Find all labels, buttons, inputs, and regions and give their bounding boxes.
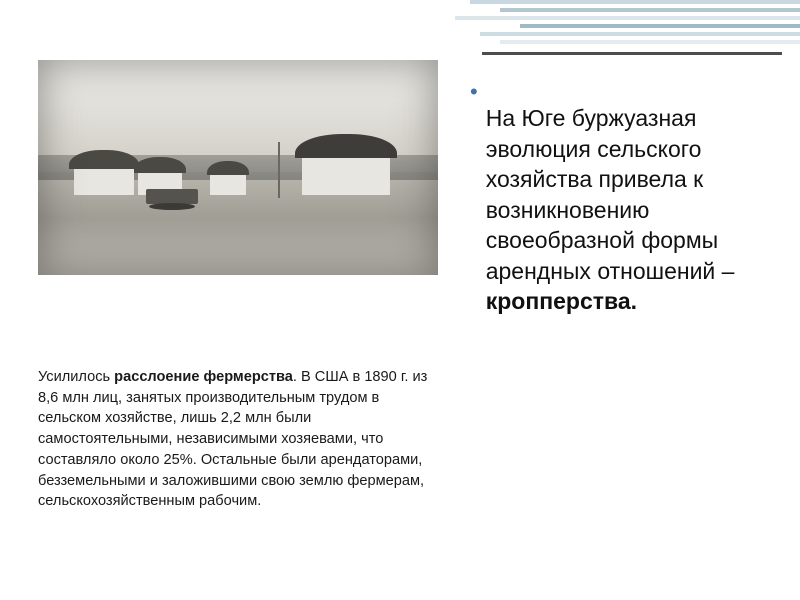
stripe-1: [470, 0, 800, 4]
header-rule: [482, 52, 782, 55]
photo-vignette: [38, 60, 438, 275]
left-text-part2: . В США в 1890 г. из 8,6 млн лиц, занятых производительным трудом в сельском хозяйстве, лишь 2,2 млн были самостоятельными, независимыми хозяевами, что составляло около 25%. Остальные были арендаторами, безземельными и заложившими свою землю фермерам, сельскохозяйственным рабочим.: [38, 369, 428, 510]
stripe-3: [455, 16, 800, 20]
reflection-fade: [38, 275, 438, 345]
stripe-5: [480, 32, 800, 36]
bullet-dot-icon: •: [470, 79, 478, 104]
left-column: [38, 60, 450, 527]
stripe-2: [500, 8, 800, 12]
left-text-part1: Усилилось: [38, 369, 115, 385]
photo-block: [38, 60, 438, 345]
stripe-4: [520, 24, 800, 28]
right-column: [470, 80, 780, 340]
bullet-body-text: [486, 103, 780, 317]
photo-reflection: [38, 275, 438, 345]
bullet-text-part1: На Юге буржуазная эволюция сельского хозяйства привела к возникновению своеобразной формы арендных отношений –: [485, 105, 735, 284]
stripe-6: [500, 40, 800, 44]
left-text-bold1: расслоение фермерства: [114, 369, 293, 385]
village-photo: [38, 60, 438, 275]
left-body-text: [38, 367, 438, 512]
bullet-item: [470, 80, 780, 340]
decorative-stripes: [440, 0, 800, 60]
bullet-text-bold1: кропперства.: [485, 288, 638, 315]
